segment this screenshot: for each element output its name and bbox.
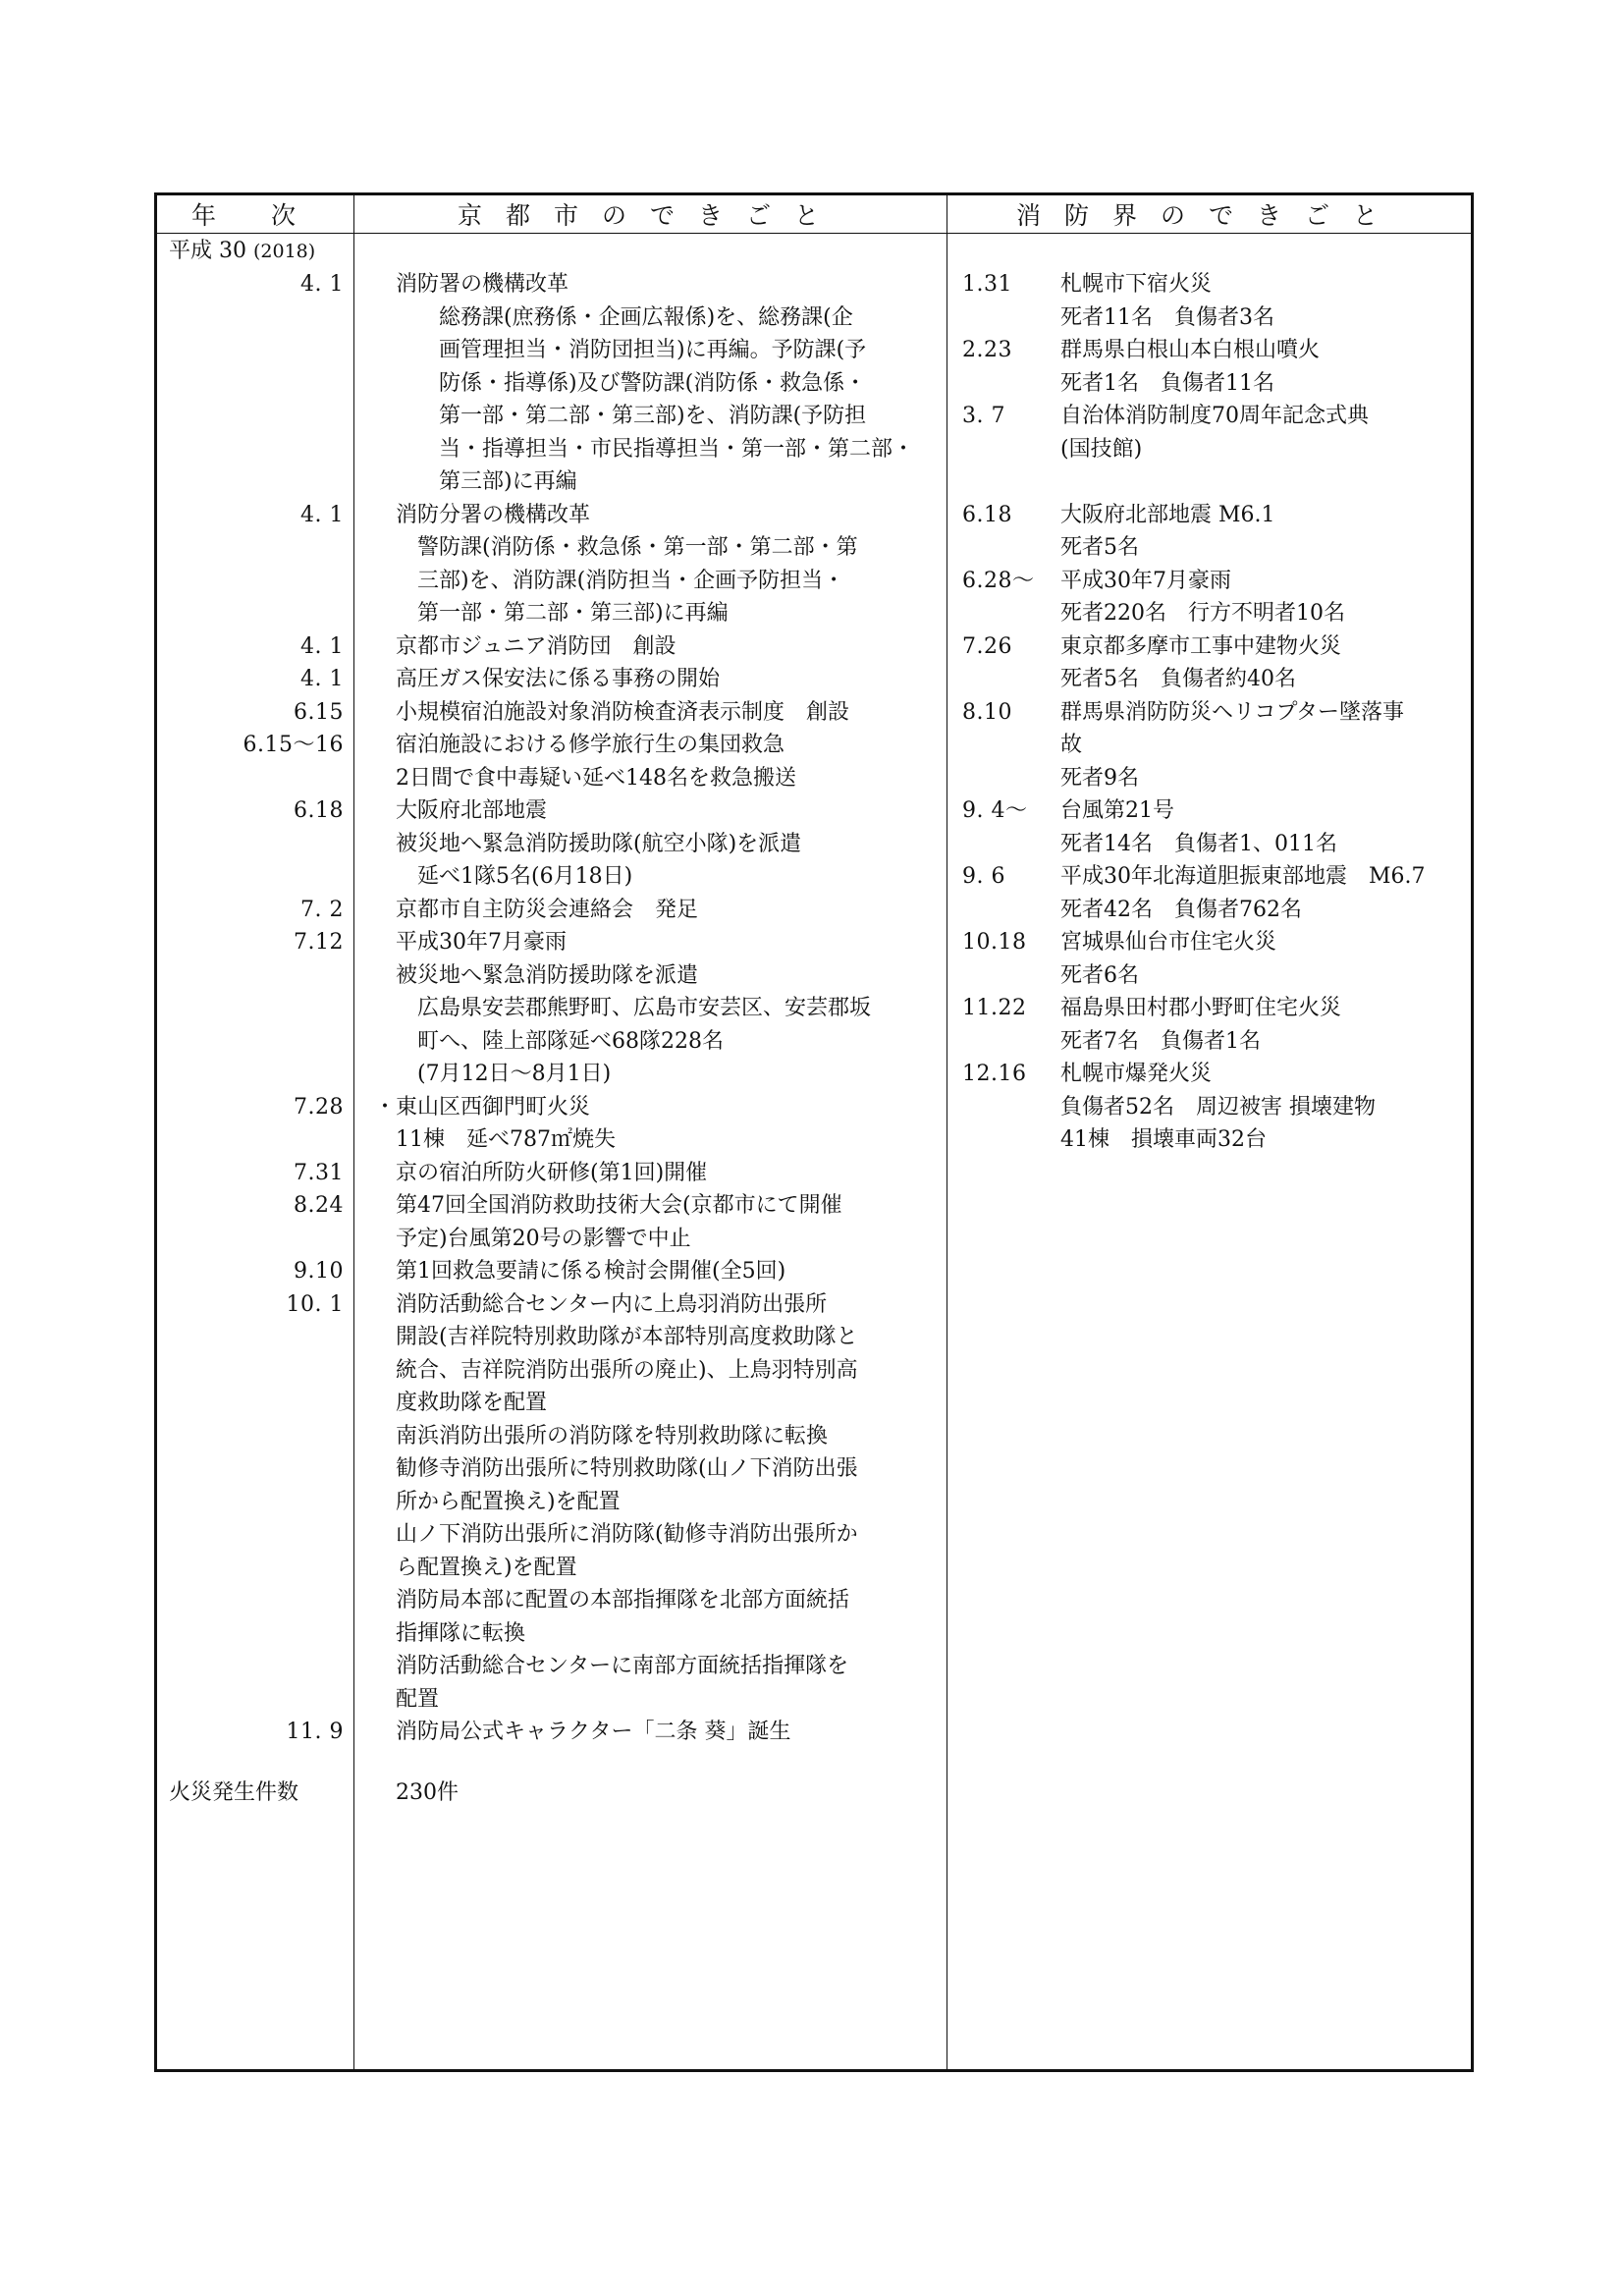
event-text-line: 第1回救急要請に係る検討会開催(全5回) <box>396 1259 786 1284</box>
event-text-line: 京都市ジュニア消防団 創設 <box>396 633 676 659</box>
event-text-line: 死者7名 負傷者1名 <box>1060 1028 1261 1054</box>
event-text-line: 福島県田村郡小野町住宅火災 <box>1060 996 1342 1020</box>
event-text-line: 自治体消防制度70周年記念式典 <box>1060 404 1369 428</box>
fire-count-value: 230件 <box>396 1780 459 1805</box>
event-date: 10.18 <box>962 930 1027 955</box>
event-date: 4. 1 <box>300 667 344 691</box>
event-text-line: 警防課(消防係・救急係・第一部・第二部・第 <box>417 535 858 560</box>
event-text-line: 第三部)に再編 <box>439 469 577 494</box>
year-label: 平成 30 <box>169 239 246 263</box>
event-text-line: 当・指導担当・市民指導担当・第一部・第二部・ <box>439 436 915 462</box>
event-text-line: 死者220名 行方不明者10名 <box>1060 601 1345 626</box>
event-text-line: 故 <box>1060 733 1083 757</box>
event-date: 6.18 <box>962 502 1012 527</box>
event-text-line: 被災地へ緊急消防援助隊(航空小隊)を派遣 <box>396 831 802 856</box>
event-text-line: 41棟 損壊車両32台 <box>1060 1127 1267 1152</box>
event-text-line: 消防局本部に配置の本部指揮隊を北部方面統括 <box>396 1588 850 1613</box>
event-text-line: 死者1名 負傷者11名 <box>1060 370 1274 396</box>
event-date: 4. 1 <box>300 633 344 659</box>
event-text-line: 町へ、陸上部隊延べ68隊228名 <box>417 1028 724 1054</box>
fire-count-label: 火災発生件数 <box>169 1780 299 1805</box>
event-text-line: (7月12日〜8月1日) <box>417 1062 612 1086</box>
event-date: 3. 7 <box>962 404 1005 428</box>
event-text-line: 被災地へ緊急消防援助隊を派遣 <box>396 962 699 988</box>
event-text-line: 予定)台風第20号の影響で中止 <box>396 1226 691 1251</box>
event-date: 7.12 <box>294 930 344 955</box>
header-kyoto-events: 京都市のできごと <box>457 201 842 230</box>
event-text-line: 消防局公式キャラクター「二条 葵」誕生 <box>396 1720 791 1744</box>
event-text-line: 度救助隊を配置 <box>396 1391 548 1415</box>
event-text-line: 負傷者52名 周辺被害 損壊建物 <box>1060 1094 1376 1120</box>
year-cell <box>169 235 315 267</box>
event-text-line: 延べ1隊5名(6月18日) <box>417 864 633 889</box>
event-text-line: 札幌市爆発火災 <box>1060 1062 1213 1086</box>
event-date: 6.28〜 <box>962 568 1035 593</box>
event-text-line: 11棟 延べ787㎡焼失 <box>396 1127 616 1152</box>
event-text-line: 死者5名 負傷者約40名 <box>1060 667 1296 691</box>
event-text-line: 宮城県仙台市住宅火災 <box>1060 930 1277 955</box>
event-date: 10. 1 <box>286 1291 344 1317</box>
event-date: 2.23 <box>962 338 1012 362</box>
event-date: 6.18 <box>294 798 344 823</box>
header-year: 年 次 <box>191 201 319 230</box>
event-text-line: 指揮隊に転換 <box>396 1620 526 1646</box>
table-header <box>157 195 1471 234</box>
header-national-events: 消防界のできごと <box>1015 201 1401 230</box>
event-text-line: 消防活動総合センターに南部方面統括指揮隊を <box>396 1654 849 1678</box>
event-date: 8.24 <box>294 1193 344 1218</box>
event-date: 7.26 <box>962 633 1012 659</box>
event-text-line: 小規模宿泊施設対象消防検査済表示制度 創設 <box>396 699 850 725</box>
event-text-line: 第一部・第二部・第三部)に再編 <box>417 601 729 626</box>
event-text-line: 死者6名 <box>1060 962 1139 988</box>
event-date: 9. 4〜 <box>962 798 1028 823</box>
event-text-line: 宿泊施設における修学旅行生の集団救急 <box>396 733 785 757</box>
event-date: 11.22 <box>962 996 1027 1020</box>
column-divider <box>353 195 354 2069</box>
event-date: 4. 1 <box>300 272 344 297</box>
event-date: 7.28 <box>294 1094 344 1120</box>
event-text-line: 所から配置換え)を配置 <box>396 1489 621 1514</box>
event-date: 6.15 <box>294 699 344 725</box>
event-text-line: 統合、吉祥院消防出張所の廃止)、上鳥羽特別高 <box>396 1357 858 1383</box>
event-text-line: 死者11名 負傷者3名 <box>1060 304 1274 330</box>
event-text-line: 消防署の機構改革 <box>396 272 569 297</box>
event-text-line: 広島県安芸郡熊野町、広島市安芸区、安芸郡坂 <box>417 996 872 1020</box>
event-date: 9.10 <box>294 1259 344 1284</box>
event-text-line: 開設(吉祥院特別救助隊が本部特別高度救助隊と <box>396 1325 858 1349</box>
event-text-line: 死者5名 <box>1060 535 1139 560</box>
event-text-line: 死者42名 負傷者762名 <box>1060 897 1302 922</box>
event-text-line: 高圧ガス保安法に係る事務の開始 <box>396 667 721 691</box>
event-text-line: 画管理担当・消防団担当)に再編。予防課(予 <box>439 338 867 362</box>
event-text-line: 平成30年7月豪雨 <box>396 930 567 955</box>
event-text-line: ら配置換え)を配置 <box>396 1555 577 1580</box>
event-text-line: 群馬県消防防災ヘリコプター墜落事 <box>1060 699 1405 725</box>
event-text-line: 山ノ下消防出張所に消防隊(勧修寺消防出張所か <box>396 1522 858 1547</box>
event-text-line: 群馬県白根山本白根山噴火 <box>1060 338 1321 362</box>
event-text-line: ・東山区西御門町火災 <box>374 1094 591 1120</box>
event-text-line: 南浜消防出張所の消防隊を特別救助隊に転換 <box>396 1423 829 1449</box>
event-text-line: (国技館) <box>1060 436 1143 462</box>
chronology-table <box>154 192 1474 2072</box>
event-text-line: 第一部・第二部・第三部)を、消防課(予防担 <box>439 404 867 428</box>
event-text-line: 大阪府北部地震 <box>396 798 548 823</box>
event-date: 7. 2 <box>300 897 344 922</box>
event-text-line: 消防分署の機構改革 <box>396 502 591 527</box>
event-text-line: 平成30年北海道胆振東部地震 M6.7 <box>1060 864 1426 889</box>
event-text-line: 札幌市下宿火災 <box>1060 272 1213 297</box>
event-text-line: 京都市自主防災会連絡会 発足 <box>396 897 699 922</box>
event-text-line: 平成30年7月豪雨 <box>1060 568 1231 593</box>
event-text-line: 死者9名 <box>1060 765 1139 791</box>
event-text-line: 東京都多摩市工事中建物火災 <box>1060 633 1342 659</box>
event-text-line: 配置 <box>396 1686 440 1712</box>
event-text-line: 第47回全国消防救助技術大会(京都市にて開催 <box>396 1193 842 1218</box>
event-text-line: 大阪府北部地震 M6.1 <box>1060 502 1275 527</box>
event-date: 4. 1 <box>300 502 344 527</box>
event-text-line: 消防活動総合センター内に上鳥羽消防出張所 <box>396 1291 828 1317</box>
event-text-line: 台風第21号 <box>1060 798 1174 823</box>
event-date: 12.16 <box>962 1062 1027 1086</box>
event-date: 1.31 <box>962 272 1012 297</box>
event-text-line: 勧修寺消防出張所に特別救助隊(山ノ下消防出張 <box>396 1456 858 1481</box>
event-date: 9. 6 <box>962 864 1005 889</box>
event-text-line: 京の宿泊所防火研修(第1回)開催 <box>396 1160 708 1185</box>
event-text-line: 総務課(庶務係・企画広報係)を、総務課(企 <box>439 304 853 330</box>
event-date: 6.15〜16 <box>243 733 344 757</box>
event-date: 11. 9 <box>286 1720 344 1744</box>
event-text-line: 防係・指導係)及び警防課(消防係・救急係・ <box>439 370 867 396</box>
event-text-line: 三部)を、消防課(消防担当・企画予防担当・ <box>417 568 845 593</box>
event-date: 8.10 <box>962 699 1012 725</box>
event-text-line: 死者14名 負傷者1、011名 <box>1060 831 1337 856</box>
year-sub: (2018) <box>253 241 316 262</box>
event-date: 7.31 <box>294 1160 344 1185</box>
event-text-line: 2日間で食中毒疑い延べ148名を救急搬送 <box>396 765 796 791</box>
